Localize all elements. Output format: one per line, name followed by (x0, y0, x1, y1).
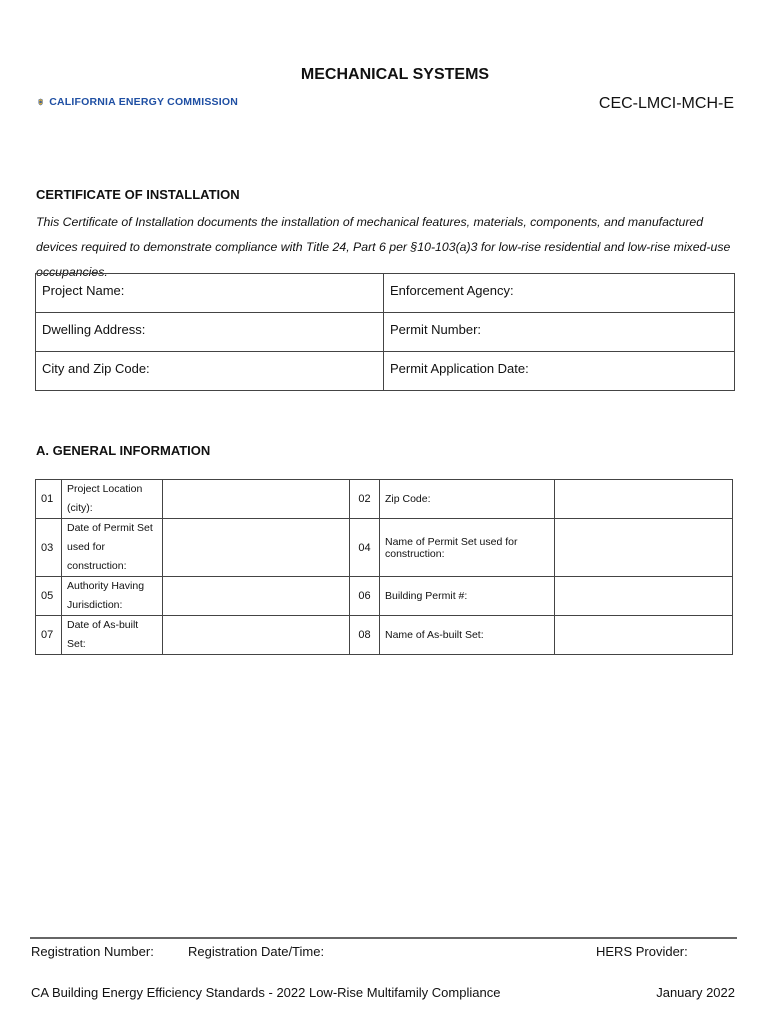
table-row (36, 480, 733, 519)
field-label: Project Location (city): (62, 480, 163, 519)
row-number: 05 (36, 577, 62, 616)
field-label: Authority Having Jurisdiction: (62, 577, 163, 616)
table-row (36, 519, 733, 577)
registration-date-label: Registration Date/Time: (188, 944, 325, 959)
field-label: Zip Code: (380, 480, 555, 519)
field-label: Name of As-built Set: (380, 616, 555, 655)
project-info-table (35, 273, 735, 391)
field-label: Name of Permit Set used for construction: (380, 519, 555, 577)
row-number: 02 (350, 480, 380, 519)
certificate-description: This Certificate of Installation documents the installation of mechanical features, materials, components, and manufactured devices required to demonstrate compliance with Title 24, Part 6 per §10-103(a)3 for low-rise residential and low-rise mixed-use occupancies. (36, 215, 731, 279)
section-a-title: A. GENERAL INFORMATION (36, 443, 211, 458)
jurisdiction-input[interactable] (163, 577, 350, 616)
table-row (36, 616, 733, 655)
field-label: Date of Permit Set used for construction: (62, 519, 163, 577)
cec-seal-icon (38, 74, 43, 130)
field-label: Building Permit #: (380, 577, 555, 616)
project-name-field[interactable]: Project Name: (36, 274, 384, 313)
form-title: MECHANICAL SYSTEMS (300, 66, 490, 83)
standards-footer: CA Building Energy Efficiency Standards - 2022 Low-Rise Multifamily Compliance (31, 985, 501, 1000)
row-number: 01 (36, 480, 62, 519)
row-number: 06 (350, 577, 380, 616)
table-row (36, 352, 735, 391)
project-location-input[interactable] (163, 480, 350, 519)
dwelling-address-field[interactable]: Dwelling Address: (36, 313, 384, 352)
hers-provider-label: HERS Provider: (596, 944, 688, 959)
field-label: Date of As-built Set: (62, 616, 163, 655)
building-permit-input[interactable] (555, 577, 733, 616)
zip-code-input[interactable] (555, 480, 733, 519)
as-built-name-input[interactable] (555, 616, 733, 655)
footer-date: January 2022 (656, 985, 735, 1000)
row-number: 07 (36, 616, 62, 655)
city-zip-field[interactable]: City and Zip Code: (36, 352, 384, 391)
certificate-title: CERTIFICATE OF INSTALLATION (36, 187, 240, 202)
logo-text: CALIFORNIA ENERGY COMMISSION (49, 96, 238, 108)
registration-number-label: Registration Number: (31, 944, 154, 959)
permit-number-field[interactable]: Permit Number: (384, 313, 735, 352)
form-code: CEC-LMCI-MCH-E (598, 95, 734, 112)
row-number: 04 (350, 519, 380, 577)
table-row (36, 577, 733, 616)
table-row (36, 313, 735, 352)
row-number: 03 (36, 519, 62, 577)
permit-application-date-field[interactable]: Permit Application Date: (384, 352, 735, 391)
row-number: 08 (350, 616, 380, 655)
general-info-table (35, 479, 733, 655)
enforcement-agency-field[interactable]: Enforcement Agency: (384, 274, 735, 313)
as-built-date-input[interactable] (163, 616, 350, 655)
cec-logo (38, 72, 238, 132)
table-row (36, 274, 735, 313)
footer-divider (30, 937, 737, 939)
permit-set-name-input[interactable] (555, 519, 733, 577)
permit-set-date-input[interactable] (163, 519, 350, 577)
